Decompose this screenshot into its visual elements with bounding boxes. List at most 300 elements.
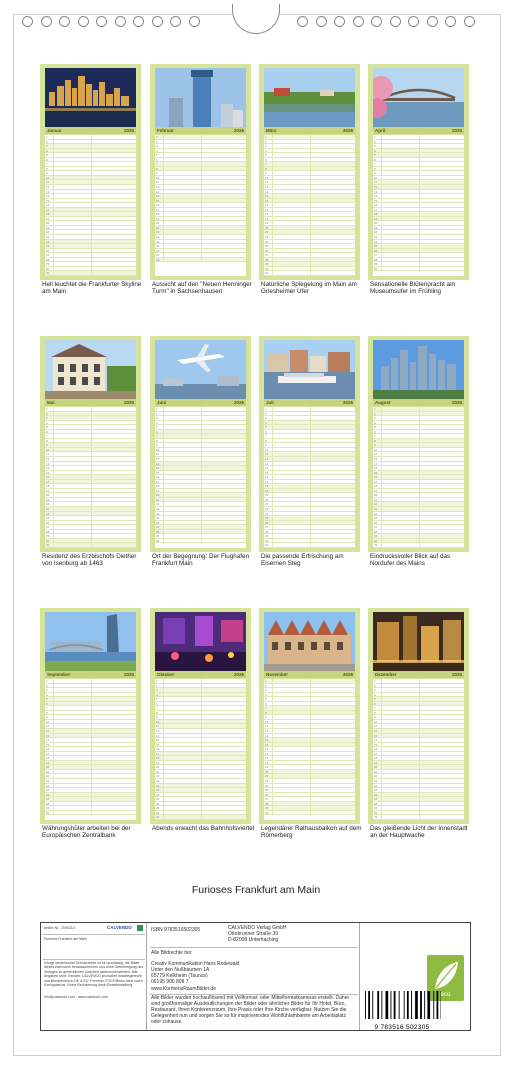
month-photo <box>155 612 246 671</box>
day-number: 23 <box>374 507 378 512</box>
day-number: 5 <box>374 425 376 430</box>
day-number: 2 <box>156 683 158 688</box>
day-number: 10 <box>156 719 160 724</box>
day-number: 16 <box>374 203 378 208</box>
day-number: 28 <box>46 529 50 534</box>
day-number: 23 <box>46 779 50 784</box>
day-number: 19 <box>156 760 160 765</box>
day-number: 20 <box>374 221 378 226</box>
day-number: 24 <box>156 783 160 788</box>
day-number: 13 <box>265 189 269 194</box>
day-number: 13 <box>46 461 50 466</box>
day-number: 18 <box>46 212 50 217</box>
binding-hole <box>353 16 364 27</box>
day-number: 19 <box>265 488 269 493</box>
day-number: 4 <box>156 420 158 425</box>
day-number: 25 <box>46 516 50 521</box>
day-number: 30 <box>265 810 269 815</box>
day-number: 30 <box>46 538 50 543</box>
month-header <box>373 127 464 134</box>
day-row <box>45 811 136 816</box>
day-grid <box>373 679 464 820</box>
day-number: 14 <box>374 194 378 199</box>
month-year: 2026 <box>451 672 462 677</box>
day-number: 3 <box>374 144 376 149</box>
month-block <box>150 336 251 552</box>
day-number: 22 <box>374 502 378 507</box>
day-number: 17 <box>265 479 269 484</box>
day-number: 9 <box>156 715 158 720</box>
day-number: 11 <box>265 724 269 729</box>
day-number: 27 <box>46 797 50 802</box>
day-number: 25 <box>265 788 269 793</box>
day-number: 20 <box>265 765 269 770</box>
binding-hole <box>189 16 200 27</box>
day-number: 23 <box>265 507 269 512</box>
day-number: 16 <box>156 747 160 752</box>
day-number: 29 <box>46 534 50 539</box>
day-number: 21 <box>46 497 50 502</box>
month-name: März <box>266 128 277 133</box>
month-photo <box>264 612 355 671</box>
day-number: 29 <box>374 806 378 811</box>
day-number: 7 <box>265 706 267 711</box>
day-number: 9 <box>265 171 267 176</box>
month-block <box>368 336 469 552</box>
day-number: 29 <box>374 534 378 539</box>
day-number: 28 <box>374 529 378 534</box>
day-number: 4 <box>265 420 267 425</box>
day-number: 4 <box>265 692 267 697</box>
month-photo <box>264 68 355 127</box>
month-name: Juni <box>157 400 167 405</box>
month-caption: Abends erwacht das Bahnhofsviertel <box>152 825 255 832</box>
day-row <box>155 258 246 263</box>
day-number: 22 <box>46 774 50 779</box>
day-number: 16 <box>156 203 160 208</box>
day-row <box>373 267 464 272</box>
day-number: 8 <box>374 166 376 171</box>
day-number: 17 <box>46 751 50 756</box>
info-panel <box>40 922 471 1031</box>
calendar-title: Furioses Frankfurt am Main <box>191 884 321 896</box>
month-photo <box>155 68 246 127</box>
day-number: 20 <box>156 765 160 770</box>
day-number: 11 <box>46 452 50 457</box>
day-number: 20 <box>265 493 269 498</box>
day-number: 8 <box>46 438 48 443</box>
day-number: 19 <box>46 488 50 493</box>
day-number: 28 <box>46 801 50 806</box>
month-year: 2026 <box>342 400 353 405</box>
binding-hole <box>334 16 345 27</box>
month-photo <box>373 340 464 399</box>
day-number: 21 <box>374 497 378 502</box>
day-number: 15 <box>156 198 160 203</box>
month-photo <box>45 612 136 671</box>
day-number: 31 <box>46 271 50 276</box>
day-number: 9 <box>374 443 376 448</box>
day-number: 10 <box>265 175 269 180</box>
day-number: 25 <box>156 516 160 521</box>
month-caption: Währungshüter arbeiten bei der Europäischen Zentralbank <box>42 825 131 840</box>
month-photo <box>45 340 136 399</box>
day-number: 9 <box>156 171 158 176</box>
day-number: 2 <box>46 411 48 416</box>
day-number: 6 <box>46 701 48 706</box>
day-number: 8 <box>265 438 267 443</box>
day-number: 7 <box>46 706 48 711</box>
day-number: 25 <box>374 516 378 521</box>
day-number: 5 <box>265 425 267 430</box>
month-header <box>155 671 246 678</box>
binding-hole <box>390 16 401 27</box>
day-number: 15 <box>374 470 378 475</box>
day-number: 16 <box>374 747 378 752</box>
month-year: 2026 <box>233 128 244 133</box>
day-number: 18 <box>374 756 378 761</box>
day-number: 2 <box>156 411 158 416</box>
day-number: 18 <box>46 756 50 761</box>
day-number: 15 <box>265 470 269 475</box>
article-number: Artikel Nr.: 2090313 <box>44 926 75 930</box>
day-number: 16 <box>46 747 50 752</box>
day-number: 12 <box>46 185 50 190</box>
day-number: 30 <box>374 810 378 815</box>
day-number: 5 <box>156 697 158 702</box>
day-number: 19 <box>46 760 50 765</box>
day-grid <box>264 407 355 548</box>
day-number: 27 <box>374 253 378 258</box>
day-number: 1 <box>156 679 158 683</box>
day-number: 23 <box>265 235 269 240</box>
binding-hole <box>297 16 308 27</box>
publisher-address: CALVENDO Verlag GmbH Ottobrunner Straße 39 D-82008 Unterhaching <box>228 925 287 943</box>
day-number: 26 <box>156 792 160 797</box>
day-number: 14 <box>156 738 160 743</box>
day-number: 7 <box>156 706 158 711</box>
day-number: 27 <box>46 525 50 530</box>
day-number: 30 <box>156 810 160 815</box>
month-block <box>259 608 360 824</box>
day-number: 7 <box>374 162 376 167</box>
day-grid <box>45 407 136 548</box>
day-number: 31 <box>265 271 269 276</box>
day-number: 20 <box>265 221 269 226</box>
day-number: 26 <box>46 520 50 525</box>
day-number: 14 <box>46 738 50 743</box>
month-block <box>368 64 469 280</box>
binding-hole <box>41 16 52 27</box>
day-number: 11 <box>156 724 160 729</box>
day-number: 19 <box>374 216 378 221</box>
day-number: 23 <box>156 507 160 512</box>
month-year: 2026 <box>451 400 462 405</box>
day-number: 25 <box>265 516 269 521</box>
day-number: 31 <box>374 543 378 548</box>
day-number: 13 <box>265 733 269 738</box>
day-number: 12 <box>374 729 378 734</box>
day-number: 24 <box>46 239 50 244</box>
day-number: 16 <box>265 203 269 208</box>
day-number: 8 <box>46 166 48 171</box>
day-number: 21 <box>46 225 50 230</box>
day-number: 15 <box>374 742 378 747</box>
day-number: 26 <box>265 792 269 797</box>
month-name: September <box>47 672 71 677</box>
month-year: 2026 <box>123 400 134 405</box>
day-number: 3 <box>156 144 158 149</box>
day-number: 17 <box>46 479 50 484</box>
month-caption: Aussicht auf den "Neuen Henninger Turm" in Sachsenhausen <box>152 281 252 296</box>
binding-hole <box>22 16 33 27</box>
day-number: 11 <box>374 452 378 457</box>
day-number: 26 <box>265 248 269 253</box>
day-number: 24 <box>374 783 378 788</box>
month-caption: Eindrucksvoller Blick auf das Nordufer des Mains <box>370 553 451 568</box>
day-number: 27 <box>156 797 160 802</box>
day-number: 3 <box>265 144 267 149</box>
month-header <box>45 127 136 134</box>
day-number: 27 <box>46 253 50 258</box>
month-header <box>155 399 246 406</box>
binding-hole <box>316 16 327 27</box>
day-number: 21 <box>46 769 50 774</box>
day-number: 17 <box>374 479 378 484</box>
day-number: 5 <box>156 153 158 158</box>
day-number: 3 <box>265 416 267 421</box>
day-number: 7 <box>265 162 267 167</box>
month-caption: Ort der Begegnung: Der Flughafen Frankfurt Main <box>152 553 249 568</box>
day-number: 25 <box>265 244 269 249</box>
day-number: 2 <box>156 139 158 144</box>
day-number: 1 <box>46 135 48 139</box>
binding-hole <box>115 16 126 27</box>
day-number: 1 <box>46 407 48 411</box>
day-number: 6 <box>46 157 48 162</box>
author-address: Creativ Kommunikation Hans Rodewald Unter den Nußbäumen 1A 65779 Kelkheim (Taunus) 06195 906 808 7 <box>151 961 240 985</box>
month-name: August <box>375 400 391 405</box>
day-number: 30 <box>46 810 50 815</box>
month-photo <box>155 340 246 399</box>
day-number: 1 <box>265 135 267 139</box>
day-number: 14 <box>374 466 378 471</box>
day-number: 10 <box>374 447 378 452</box>
day-number: 10 <box>265 719 269 724</box>
day-number: 8 <box>265 710 267 715</box>
day-number: 11 <box>265 180 269 185</box>
day-number: 13 <box>156 461 160 466</box>
day-number: 20 <box>156 221 160 226</box>
product-title: Furioses Frankfurt am Main <box>44 937 87 941</box>
day-number: 31 <box>374 815 378 820</box>
month-name: November <box>266 672 289 677</box>
day-number: 3 <box>265 688 267 693</box>
day-number: 3 <box>46 416 48 421</box>
day-number: 1 <box>265 679 267 683</box>
day-number: 31 <box>156 815 160 820</box>
day-number: 17 <box>156 751 160 756</box>
day-number: 7 <box>156 162 158 167</box>
day-number: 2 <box>46 683 48 688</box>
day-number: 10 <box>374 719 378 724</box>
day-number: 9 <box>265 443 267 448</box>
day-number: 29 <box>265 534 269 539</box>
day-number: 7 <box>374 706 376 711</box>
calvendo-logo: CALVENDO <box>107 925 132 930</box>
month-caption: Natürliche Spiegelung im Main am Griesheimer Ufer <box>261 281 357 296</box>
day-grid <box>45 679 136 820</box>
day-number: 27 <box>265 797 269 802</box>
day-number: 24 <box>156 511 160 516</box>
day-grid <box>373 135 464 276</box>
day-number: 15 <box>156 470 160 475</box>
day-number: 24 <box>265 511 269 516</box>
day-number: 21 <box>374 225 378 230</box>
day-grid <box>264 135 355 276</box>
day-number: 11 <box>156 452 160 457</box>
day-number: 22 <box>374 774 378 779</box>
day-number: 14 <box>46 194 50 199</box>
day-number: 26 <box>156 520 160 525</box>
day-number: 5 <box>46 697 48 702</box>
binding-hole <box>445 16 456 27</box>
day-number: 21 <box>156 769 160 774</box>
day-number: 17 <box>374 751 378 756</box>
day-number: 22 <box>156 502 160 507</box>
day-number: 17 <box>265 207 269 212</box>
day-number: 22 <box>156 774 160 779</box>
day-number: 27 <box>156 525 160 530</box>
day-number: 6 <box>374 429 376 434</box>
day-number: 13 <box>46 189 50 194</box>
day-number: 1 <box>156 135 158 139</box>
day-number: 20 <box>46 493 50 498</box>
day-number: 11 <box>46 180 50 185</box>
day-number: 19 <box>265 760 269 765</box>
day-number: 14 <box>265 466 269 471</box>
day-number: 15 <box>374 198 378 203</box>
day-number: 8 <box>374 438 376 443</box>
day-number: 15 <box>265 742 269 747</box>
day-number: 15 <box>156 742 160 747</box>
day-number: 7 <box>46 434 48 439</box>
disclaimer-text: Infolge bestehender Schutzrechte ist es unzulässig, die Bilder dieses Kalenders herauszutrennen und ohne Genehmigung des Verlages zu gewerblichen Zwecken weiterzuverwenden. Alle Angaben ohne Gewähr. CALVENDO produziert bedarfsgerecht und klimaneutral in DE & EU. Premium FSC®/Blanc dans sucre. Konsignierbar. Keine Reduzierung dank Einzelbestellung. <box>44 961 144 988</box>
day-number: 20 <box>374 765 378 770</box>
day-number: 10 <box>265 447 269 452</box>
day-number: 17 <box>156 479 160 484</box>
day-number: 27 <box>156 253 160 258</box>
day-number: 1 <box>374 135 376 139</box>
day-number: 21 <box>374 769 378 774</box>
day-number: 5 <box>265 697 267 702</box>
day-number: 29 <box>156 806 160 811</box>
day-number: 18 <box>265 484 269 489</box>
binding-hole <box>78 16 89 27</box>
month-name: Februar <box>157 128 174 133</box>
day-number: 1 <box>374 407 376 411</box>
day-number: 26 <box>374 520 378 525</box>
day-number: 24 <box>156 239 160 244</box>
contact-text: info@calvendo.com · www.calvendo.com <box>44 995 108 999</box>
day-number: 27 <box>265 525 269 530</box>
day-row <box>373 543 464 548</box>
day-number: 6 <box>265 701 267 706</box>
day-number: 13 <box>156 733 160 738</box>
day-number: 29 <box>46 806 50 811</box>
day-number: 1 <box>156 407 158 411</box>
day-number: 14 <box>46 466 50 471</box>
day-number: 23 <box>156 235 160 240</box>
day-number: 12 <box>156 729 160 734</box>
day-number: 18 <box>265 212 269 217</box>
day-number: 31 <box>265 543 269 548</box>
binding-hole <box>133 16 144 27</box>
month-header <box>155 127 246 134</box>
day-number: 11 <box>265 452 269 457</box>
day-number: 30 <box>156 538 160 543</box>
day-number: 18 <box>156 212 160 217</box>
day-number: 29 <box>265 262 269 267</box>
day-number: 21 <box>265 769 269 774</box>
month-header <box>373 399 464 406</box>
day-row <box>45 543 136 548</box>
day-number: 12 <box>156 457 160 462</box>
day-number: 18 <box>156 484 160 489</box>
month-name: April <box>375 128 386 133</box>
month-year: 2026 <box>342 128 353 133</box>
day-number: 9 <box>46 443 48 448</box>
day-number: 23 <box>374 779 378 784</box>
month-header <box>264 671 355 678</box>
day-number: 29 <box>374 262 378 267</box>
day-number: 21 <box>265 225 269 230</box>
day-number: 19 <box>374 760 378 765</box>
month-name: Juli <box>266 400 274 405</box>
day-number: 9 <box>46 171 48 176</box>
day-number: 12 <box>46 729 50 734</box>
day-number: 12 <box>46 457 50 462</box>
day-number: 2 <box>46 139 48 144</box>
day-number: 14 <box>156 194 160 199</box>
day-number: 15 <box>46 742 50 747</box>
day-number: 2 <box>265 683 267 688</box>
day-number: 28 <box>156 801 160 806</box>
day-number: 5 <box>46 153 48 158</box>
day-number: 24 <box>265 239 269 244</box>
isbn-text: ISBN 9783516502305 <box>151 927 201 933</box>
day-number: 3 <box>374 688 376 693</box>
day-number: 9 <box>374 171 376 176</box>
day-number: 10 <box>156 175 160 180</box>
day-row <box>155 815 246 820</box>
day-number: 5 <box>46 425 48 430</box>
day-number: 23 <box>156 779 160 784</box>
day-number: 4 <box>374 420 376 425</box>
day-number: 19 <box>156 488 160 493</box>
day-number: 26 <box>374 248 378 253</box>
day-number: 6 <box>156 701 158 706</box>
day-number: 11 <box>156 180 160 185</box>
day-row <box>45 271 136 276</box>
day-number: 24 <box>46 511 50 516</box>
day-number: 26 <box>374 792 378 797</box>
day-number: 2 <box>374 139 376 144</box>
month-photo <box>373 68 464 127</box>
day-number: 3 <box>46 688 48 693</box>
day-number: 18 <box>265 756 269 761</box>
day-number: 22 <box>265 230 269 235</box>
